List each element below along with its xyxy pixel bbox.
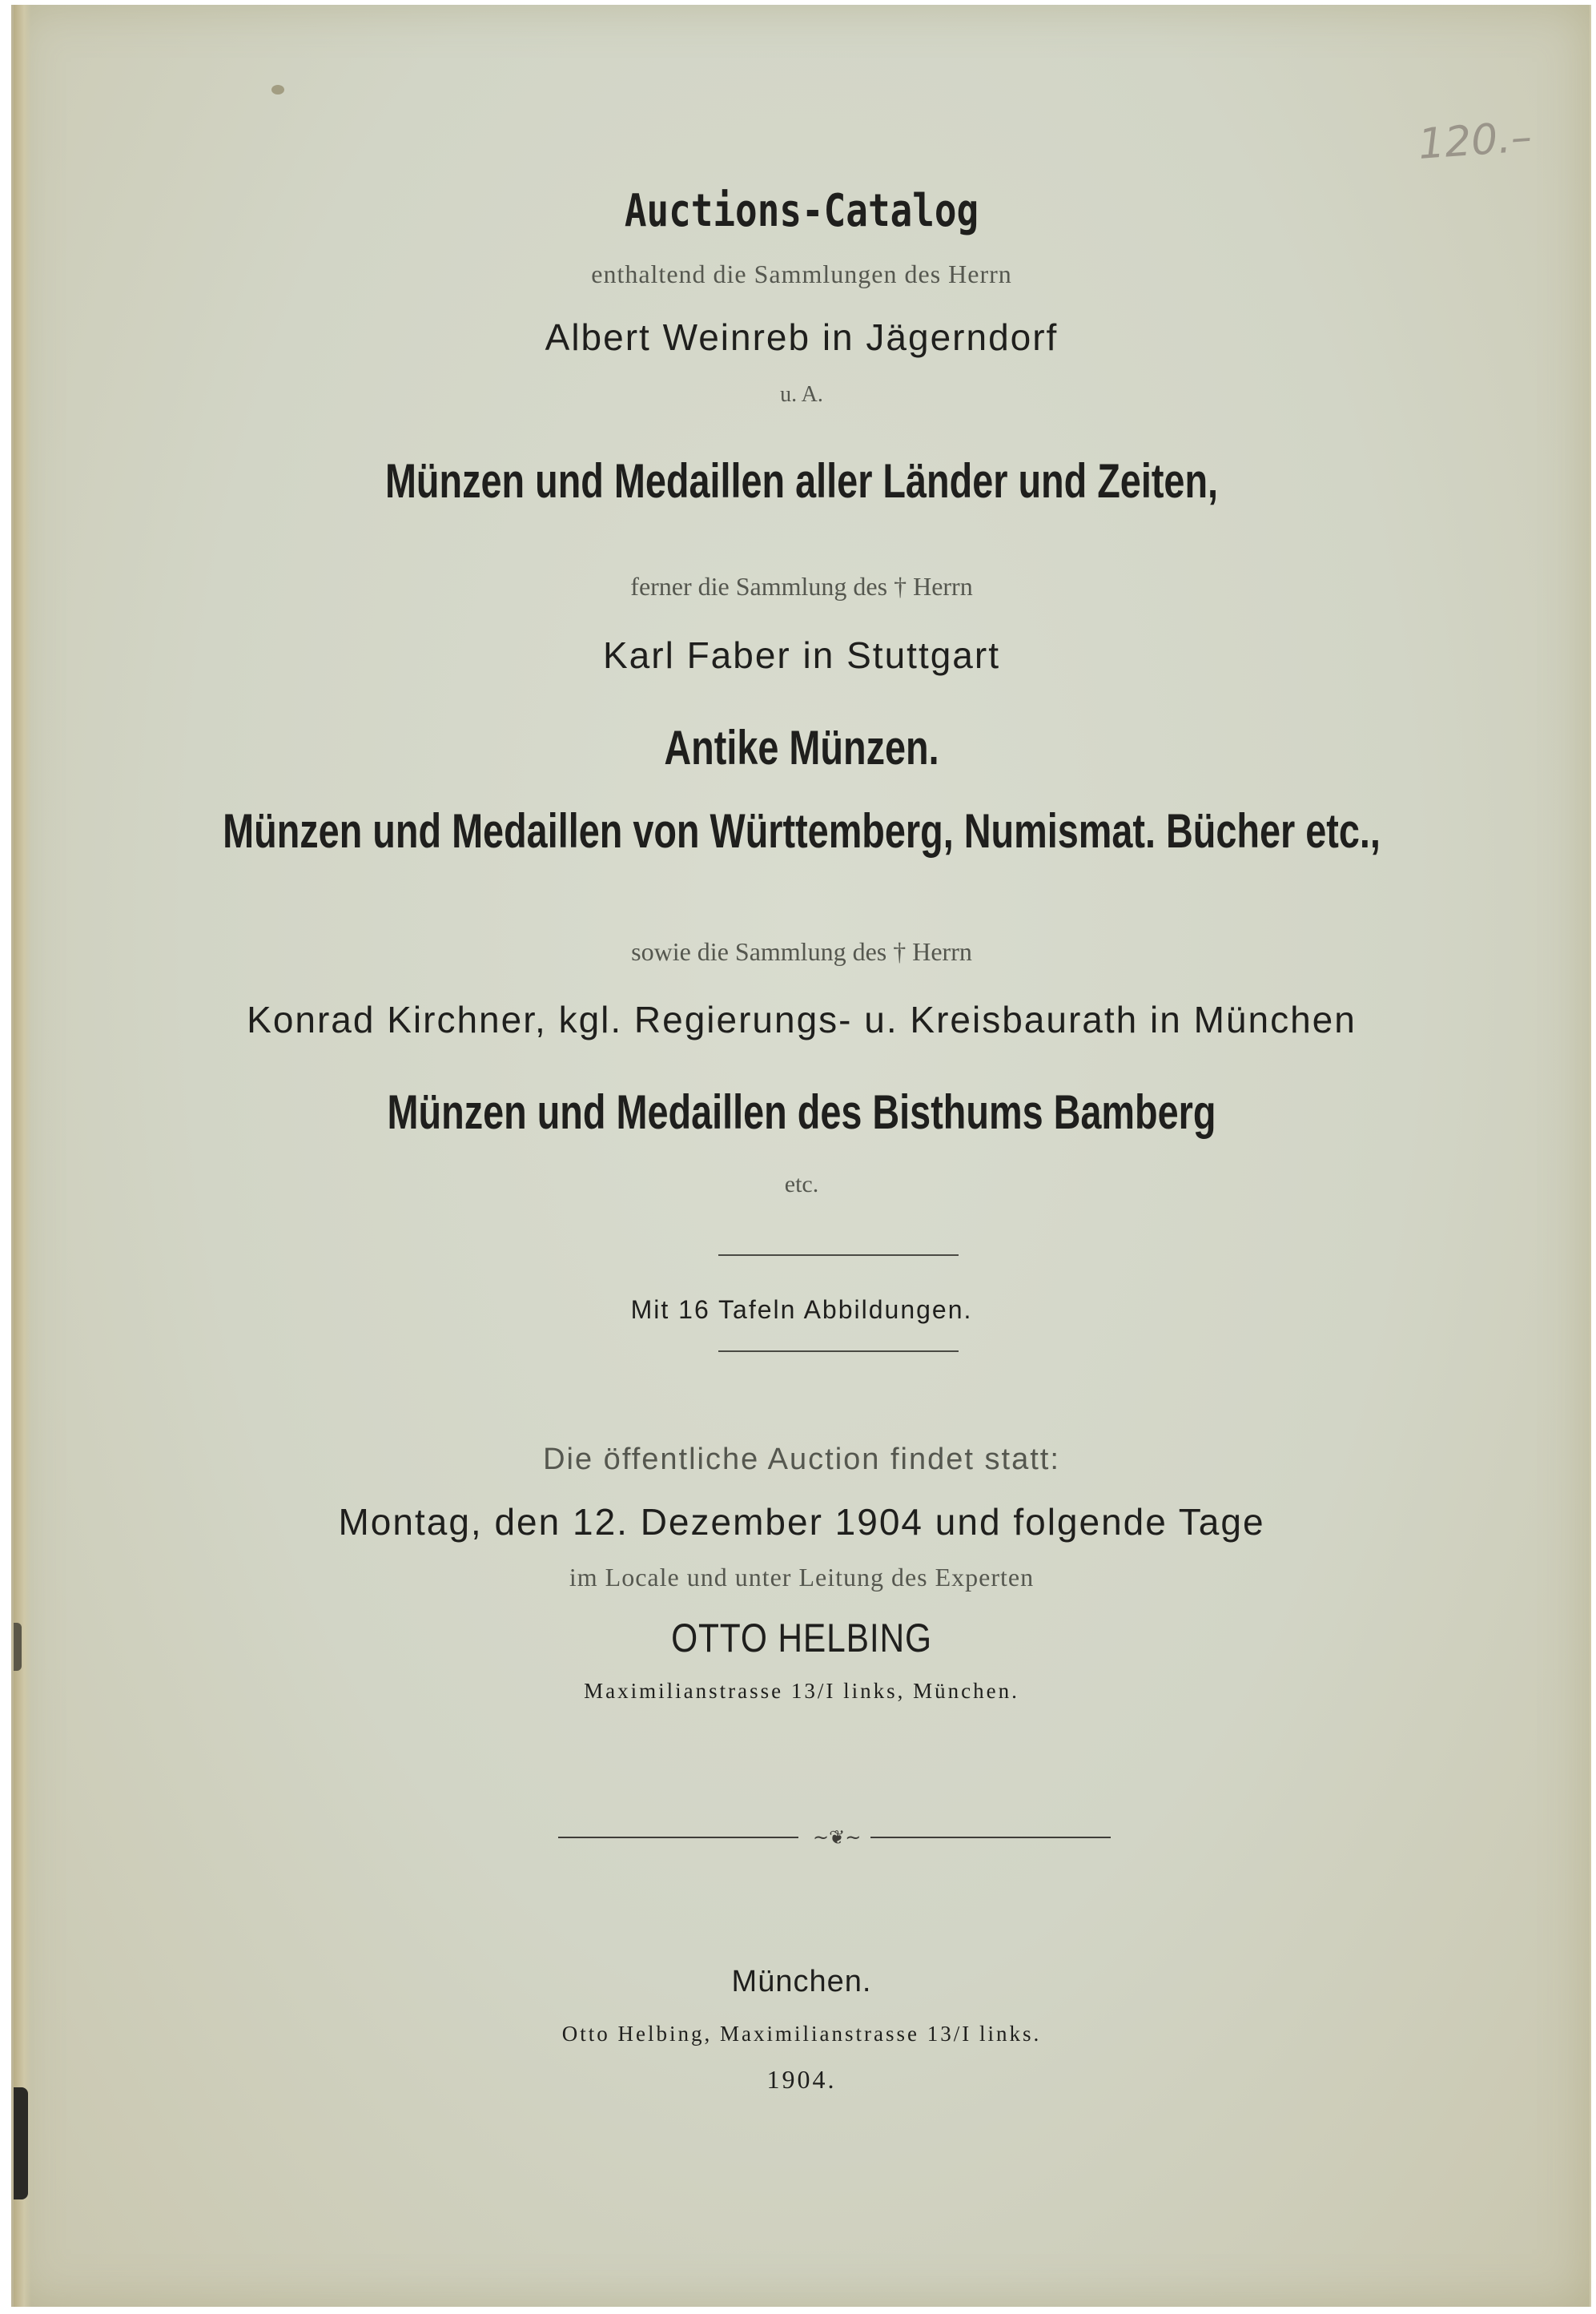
pencil-price-note: 120.– [1417,113,1534,169]
edge-damage [14,1623,22,1671]
line-weinreb: Albert Weinreb in Jägerndorf [545,316,1059,358]
line-otto-helbing: OTTO HELBING [671,1616,932,1660]
heading-muenzen-aller-laender: Münzen und Medaillen aller Länder und Zeiten, [384,454,1219,508]
line-ferner: ferner die Sammlung des † Herrn [630,572,973,601]
line-enthaltend: enthaltend die Sammlungen des Herrn [591,260,1012,288]
line-sowie: sowie die Sammlung des † Herrn [631,937,972,966]
line-address: Maximilianstrasse 13/I links, München. [584,1679,1019,1703]
paper-speck [271,85,284,95]
line-etc: etc. [784,1171,819,1197]
catalog-title: Auctions-Catalog [624,185,979,237]
fleuron-ornament: ~❦~ [813,1826,862,1849]
line-auction-date: Montag, den 12. Dezember 1904 und folgende Tage [338,1501,1265,1543]
line-ua: u. A. [780,382,823,407]
divider-rule [718,1254,959,1256]
catalog-cover [11,5,1591,2307]
line-year: 1904. [766,2065,837,2094]
heading-antike-muenzen: Antike Münzen. [664,721,939,775]
heading-bamberg: Münzen und Medaillen des Bisthums Bamberg [387,1085,1216,1139]
line-muenchen: München. [731,1965,872,1998]
line-publisher: Otto Helbing, Maximilianstrasse 13/I links. [561,2022,1042,2046]
divider-rule [718,1350,959,1352]
line-auction-findet-statt: Die öffentliche Auction findet statt: [543,1443,1060,1476]
line-tafeln: Mit 16 Tafeln Abbildungen. [630,1295,973,1324]
line-locale: im Locale und unter Leitung des Experten [569,1563,1035,1592]
ornamental-divider [558,1825,1111,1849]
line-faber: Karl Faber in Stuttgart [603,634,1000,676]
edge-damage [14,2087,28,2199]
heading-wuerttemberg: Münzen und Medaillen von Württemberg, Numismat. Bücher etc., [223,804,1381,858]
line-kirchner: Konrad Kirchner, kgl. Regierungs- u. Kreisbaurath in München [247,999,1357,1040]
